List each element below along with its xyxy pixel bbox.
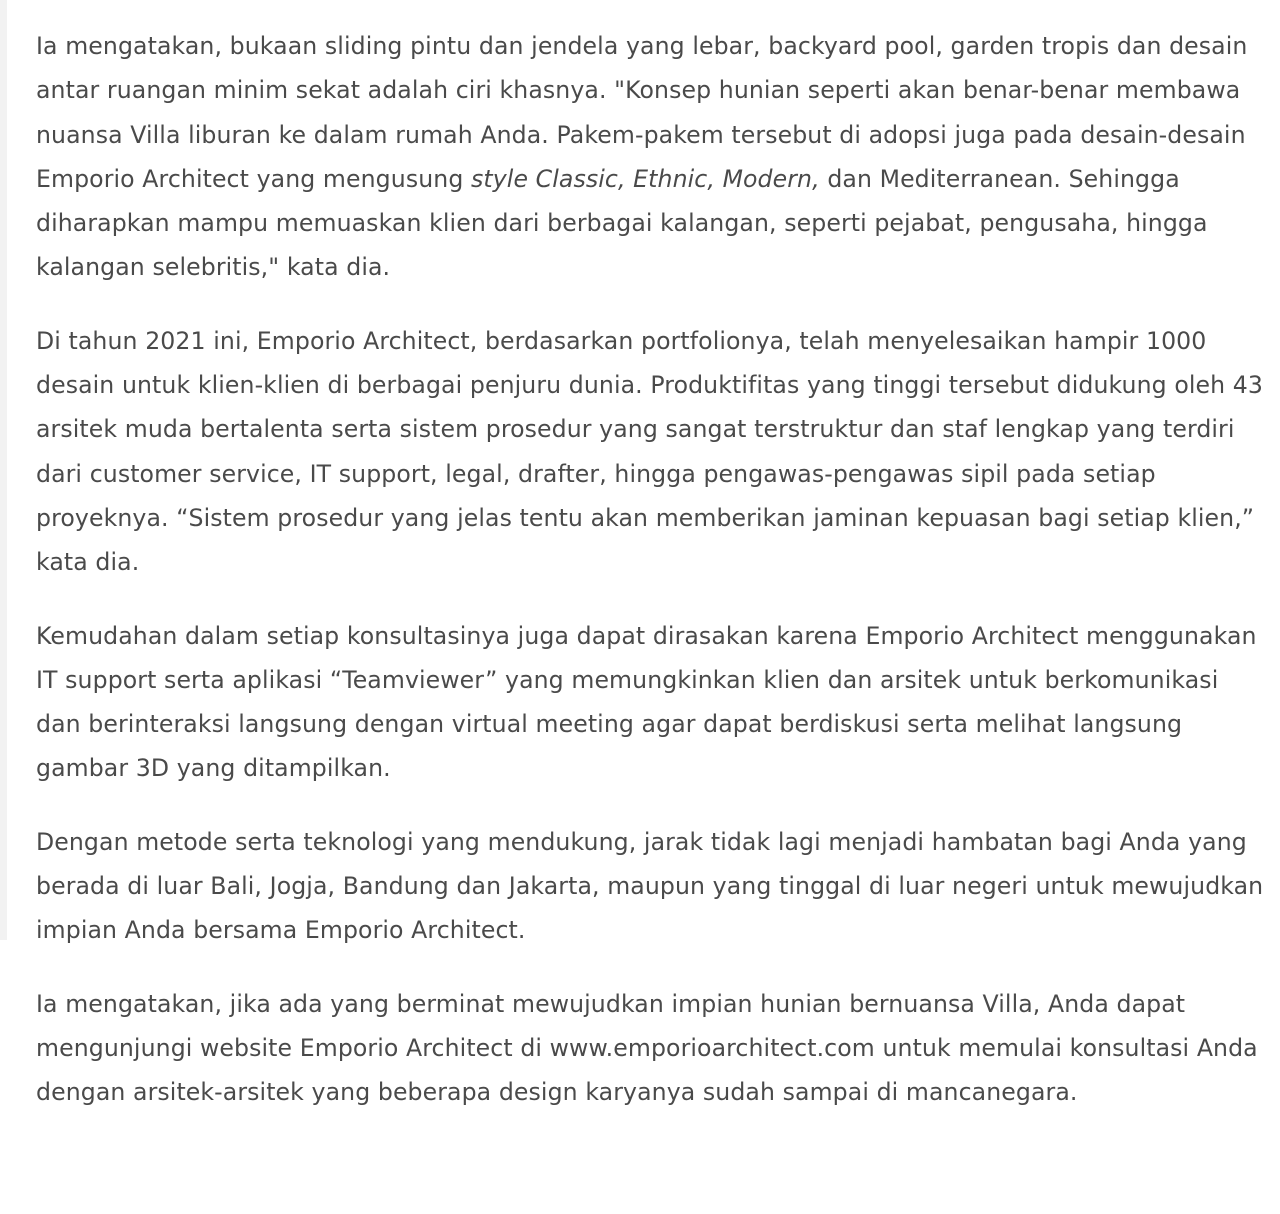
paragraph-1-italic-styles: style Classic, Ethnic, Modern, <box>471 164 820 193</box>
paragraph-4: Dengan metode serta teknologi yang mendukung, jarak tidak lagi menjadi hambatan bagi Anda yang berada di luar Bali, Jogja, Bandung dan Jakarta, maupun yang tinggal di luar negeri untuk mewujudkan impian Anda bersama Emporio Architect. <box>36 827 1264 945</box>
paragraph-5: Ia mengatakan, jika ada yang berminat mewujudkan impian hunian bernuansa Villa, Anda dapat mengunjungi website Emporio Architect di www.emporioarchitect.com untuk memulai konsultasi Anda dengan arsitek-arsitek yang beberapa design karyanya sudah sampai di mancanegara. <box>36 989 1258 1107</box>
paragraph-1-text-b: dan Mediterranean. Sehingga diharapkan mampu memuaskan klien dari berbagai kalangan, seperti pejabat, pengusaha, hingga kalangan selebritis," kata dia. <box>36 164 1208 282</box>
left-margin-strip <box>0 0 7 940</box>
paragraph-1-text-a: Ia mengatakan, bukaan sliding pintu dan jendela yang lebar, backyard pool, garden tropis dan desain antar ruangan minim sekat adalah ciri khasnya. "Konsep hunian seperti akan benar-benar membawa nuansa Villa liburan ke dalam rumah Anda. Pakem-pakem tersebut di adopsi juga pada desain-desain Emporio Architect yang mengusung <box>36 32 1248 193</box>
paragraph-2: Di tahun 2021 ini, Emporio Architect, berdasarkan portfolionya, telah menyelesaikan hampir 1000 desain untuk klien-klien di berbagai penjuru dunia. Produktifitas yang tinggi tersebut didukung oleh 43 arsitek muda bertalenta serta sistem prosedur yang sangat terstruktur dan staf lengkap yang terdiri dari customer service, IT support, legal, drafter, hingga pengawas-pengawas sipil pada setiap proyeknya. “Sistem prosedur yang jelas tentu akan memberikan jaminan kepuasan bagi setiap klien,” kata dia. <box>36 326 1264 577</box>
article-body <box>36 24 1268 1144</box>
paragraph-1 <box>36 24 1268 290</box>
paragraph-3: Kemudahan dalam setiap konsultasinya juga dapat dirasakan karena Emporio Architect menggunakan IT support serta aplikasi “Teamviewer” yang memungkinkan klien dan arsitek untuk berkomunikasi dan berinteraksi langsung dengan virtual meeting agar dapat berdiskusi serta melihat langsung gambar 3D yang ditampilkan. <box>36 621 1257 783</box>
